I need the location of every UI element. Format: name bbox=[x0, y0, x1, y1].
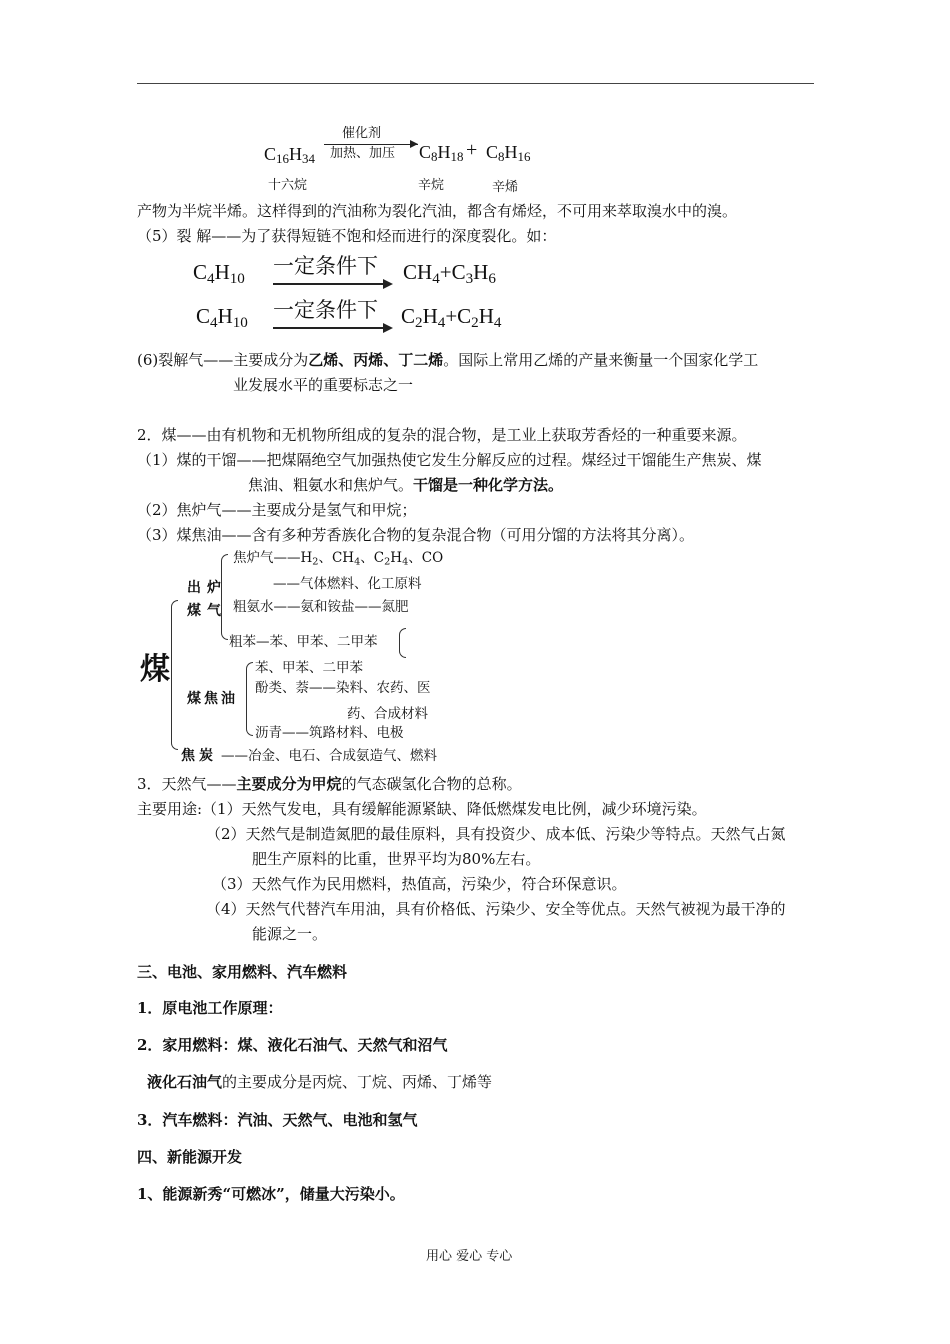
tar-phenols-continuation: 药、合成材料 bbox=[347, 706, 428, 722]
gas-use-1: 主要用途:（1）天然气发电，具有缓解能源紧缺、降低燃煤发电比例，减少环境污染。 bbox=[137, 800, 707, 818]
pyrolysis-products: $C_2H_4+C_2H_4$ bbox=[401, 304, 502, 331]
reactant-formula: $C_{16}H_{34}$ bbox=[264, 144, 315, 167]
product1-formula: $C_8H_{18}$ bbox=[419, 142, 464, 165]
gas-brace bbox=[221, 554, 228, 640]
coke-use: ——冶金、电石、合成氨造气、燃料 bbox=[221, 748, 437, 764]
tar-aromatics: 苯、甲苯、二甲苯 bbox=[255, 660, 363, 676]
arrow-head bbox=[410, 140, 418, 148]
pyrolysis-condition: 一定条件下 bbox=[273, 298, 378, 322]
gas-use-2: （2）天然气是制造氮肥的最佳原料，具有投资少、成本低、污染少等特点。天然气占氮 bbox=[206, 825, 786, 843]
coke-gas-use: ——气体燃料、化工原料 bbox=[273, 576, 422, 592]
section-4-heading: 四、新能源开发 bbox=[137, 1148, 243, 1166]
coal-item-3: （3）煤焦油——含有多种芳香族化合物的复杂混合物（可用分馏的方法将其分离）。 bbox=[137, 526, 695, 544]
reactant-name: 十六烷 bbox=[268, 178, 308, 193]
home-fuel-heading: 2．家用燃料：煤、液化石油气、天然气和沼气 bbox=[137, 1036, 448, 1054]
pyrolysis-reactant: $C_4H_{10}$ bbox=[193, 260, 245, 287]
item-6-continuation: 业发展水平的重要标志之一 bbox=[233, 376, 414, 394]
branch-tar-label: 煤焦油 bbox=[187, 691, 238, 707]
lpg-composition: 液化石油气的主要成分是丙烷、丁烷、丙烯、丁烯等 bbox=[147, 1073, 493, 1091]
coke-gas-components: 焦炉气$——H_2$、$CH_4$、$C_2H_4$、CO bbox=[233, 550, 444, 568]
condition-label: 加热、加压 bbox=[330, 146, 396, 161]
product2-formula: $C_8H_{16}$ bbox=[486, 142, 531, 165]
natural-gas-heading: 3．天然气——主要成分为甲烷的气态碳氢化合物的总称。 bbox=[137, 775, 522, 793]
header-rule bbox=[137, 83, 814, 84]
pyrolysis-arrow bbox=[273, 327, 385, 329]
catalyst-label: 催化剂 bbox=[342, 126, 382, 141]
pyrolysis-equation-1 bbox=[193, 254, 533, 294]
pyrolysis-equation-2 bbox=[196, 298, 536, 338]
crude-benzene: 粗苯—苯、甲苯、二甲苯 bbox=[229, 634, 378, 650]
branch-gas-line1: 出炉 bbox=[187, 580, 227, 596]
gas-use-3: （3）天然气作为民用燃料，热值高，污染少，符合环保意识。 bbox=[212, 875, 627, 893]
reaction-arrow bbox=[324, 144, 418, 145]
crude-ammonia: 粗氨水——氨和铵盐——氮肥 bbox=[233, 599, 409, 615]
arrow-head bbox=[383, 279, 393, 289]
pyrolysis-arrow bbox=[273, 283, 385, 285]
tar-phenols: 酚类、萘——染料、农药、医 bbox=[255, 680, 431, 696]
page-footer: 用心 爱心 专心 bbox=[426, 1249, 513, 1264]
benzene-brace bbox=[399, 628, 406, 658]
plus-sign: + bbox=[466, 139, 478, 161]
branch-coke-label: 焦炭 bbox=[181, 748, 217, 764]
main-brace bbox=[171, 600, 178, 750]
branch-gas-line2: 煤气 bbox=[187, 603, 227, 619]
gas-use-4-continuation: 能源之一。 bbox=[252, 925, 328, 943]
gas-use-4: （4）天然气代替汽车用油，具有价格低、污染少、安全等优点。天然气被视为最干净的 bbox=[206, 900, 786, 918]
item-5-pyrolysis: （5）裂 解——为了获得短链不饱和烃而进行的深度裂化。如： bbox=[137, 227, 557, 245]
pyrolysis-condition: 一定条件下 bbox=[273, 254, 378, 278]
section-3-heading: 三、电池、家用燃料、汽车燃料 bbox=[137, 963, 348, 981]
product1-name: 辛烷 bbox=[418, 178, 445, 193]
arrow-head bbox=[383, 323, 393, 333]
pyrolysis-products: $CH_4+C_3H_6$ bbox=[403, 260, 496, 287]
coal-item-1: （1）煤的干馏——把煤隔绝空气加强热使它发生分解反应的过程。煤经过干馏能生产焦炭、煤 bbox=[137, 451, 762, 469]
gas-use-2-continuation: 肥生产原料的比重，世界平均为80%左右。 bbox=[252, 850, 541, 868]
tar-pitch: 沥青——筑路材料、电极 bbox=[255, 725, 404, 741]
coal-diagram bbox=[137, 548, 477, 768]
coal-item-2: （2）焦炉气——主要成分是氢气和甲烷； bbox=[137, 501, 417, 519]
cracking-equation bbox=[264, 126, 564, 196]
item-6-cracked-gas: (6)裂解气——主要成分为乙烯、丙烯、丁二烯。国际上常用乙烯的产量来衡量一个国家化学工 bbox=[137, 351, 759, 369]
product2-name: 辛烯 bbox=[492, 180, 519, 195]
car-fuel-heading: 3．汽车燃料：汽油、天然气、电池和氢气 bbox=[137, 1111, 418, 1129]
cracking-product-text: 产物为半烷半烯。这样得到的汽油称为裂化汽油，都含有烯烃，不可用来萃取溴水中的溴。 bbox=[137, 202, 738, 220]
tar-brace bbox=[246, 662, 253, 736]
coal-heading: 2．煤——由有机物和无机物所组成的复杂的混合物，是工业上获取芳香烃的一种重要来源。 bbox=[137, 426, 747, 444]
new-energy-item-1: 1、能源新秀“可燃冰”，储量大污染小。 bbox=[137, 1185, 405, 1203]
coal-item-1-continuation: 焦油、粗氨水和焦炉气。干馏是一种化学方法。 bbox=[248, 476, 564, 494]
pyrolysis-reactant: $C_4H_{10}$ bbox=[196, 304, 248, 331]
coal-root-label: 煤 bbox=[140, 652, 170, 687]
battery-heading: 1．原电池工作原理： bbox=[137, 999, 283, 1017]
